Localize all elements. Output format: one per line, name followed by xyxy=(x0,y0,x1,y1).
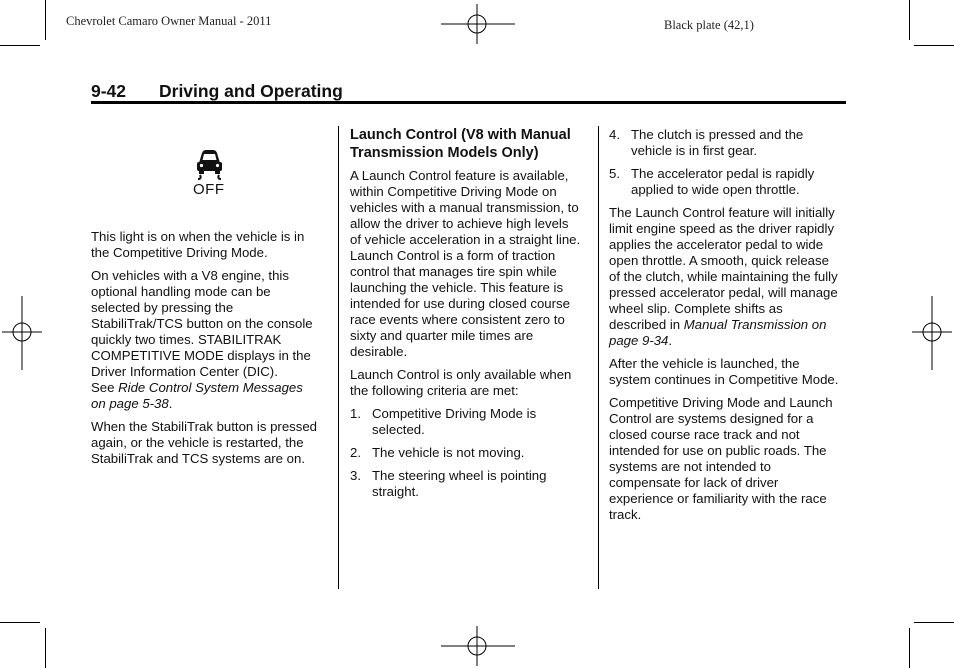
traction-control-off-icon xyxy=(190,148,228,180)
list-item: 3. The steering wheel is pointing straight. xyxy=(350,468,547,499)
crop-mark xyxy=(909,628,910,668)
paragraph: A Launch Control feature is available, within Competitive Driving Mode on vehicles with a manual transmission, to allow the driver to achieve high levels of vehicle acceleration in a straight line. Launch Control is a form of traction control that manages tire spin while launching the vehicle. This feature is intended for use during closed course race events where consistent zero to sixty and quarter mile times are desirable. xyxy=(350,168,581,359)
paragraph: When the StabiliTrak button is pressed again, or the vehicle is restarted, the StabiliTrak and TCS systems are on. xyxy=(91,419,318,466)
icon-off-label: OFF xyxy=(193,181,225,198)
paragraph: The Launch Control feature will initially limit engine speed as the driver rapidly applies the accelerator pedal to wide open throttle. A smooth, quick release of the clutch, while maintaining the fully pressed accelerator pedal, will manage wheel slip. Complete shifts as described in Manual Transmission on page 9-34. xyxy=(609,205,838,348)
section-heading xyxy=(91,81,343,102)
column-3 xyxy=(609,127,841,530)
list-item: 5. The accelerator pedal is rapidly applied to wide open throttle. xyxy=(609,166,815,197)
column-divider xyxy=(338,126,339,589)
manual-title: Chevrolet Camaro Owner Manual - 2011 xyxy=(66,14,272,28)
list-item: 1. Competitive Driving Mode is selected. xyxy=(350,406,537,437)
cross-reference[interactable]: Ride Control System Messages on page 5-38 xyxy=(91,380,303,411)
crop-mark xyxy=(45,0,46,40)
column-divider xyxy=(598,126,599,589)
paragraph: Launch Control is only available when the following criteria are met: xyxy=(350,367,572,398)
list-item: 4. The clutch is pressed and the vehicle is in first gear. xyxy=(609,127,804,158)
crop-mark xyxy=(0,45,40,46)
list-item: 2. The vehicle is not moving. xyxy=(350,445,525,460)
paragraph: After the vehicle is launched, the system continues in Competitive Mode. xyxy=(609,356,839,387)
crop-mark xyxy=(909,0,910,40)
registration-mark-bottom xyxy=(441,626,515,666)
plate-label: Black plate (42,1) xyxy=(664,18,754,32)
column-1 xyxy=(91,229,319,474)
paragraph: Competitive Driving Mode and Launch Control are systems designed for a closed course race track and not intended for use on public roads. The systems are not intended to compensate for lack of driver experience or familiarity with the race track. xyxy=(609,395,833,522)
heading-rule xyxy=(91,101,846,104)
crop-mark xyxy=(914,45,954,46)
section-title: Driving and Operating xyxy=(159,81,343,101)
subsection-heading: Launch Control (V8 with Manual Transmission Models Only) xyxy=(350,127,571,161)
page-number: 9-42 xyxy=(91,81,127,101)
paragraph: This light is on when the vehicle is in the Competitive Driving Mode. xyxy=(91,229,305,260)
registration-mark-left xyxy=(2,296,42,370)
crop-mark xyxy=(0,622,40,623)
paragraph: On vehicles with a V8 engine, this optional handling mode can be selected by pressing the StabiliTrak/TCS button on the console quickly two times. STABILITRAK COMPETITIVE MODE displays in the Driver Information Center (DIC). See Ride Control System Messages on page 5-38. xyxy=(91,268,313,411)
cross-reference[interactable]: Manual Transmission on page 9-34 xyxy=(609,317,827,348)
column-2 xyxy=(350,127,582,507)
registration-mark-right xyxy=(912,296,952,370)
crop-mark xyxy=(45,628,46,668)
registration-mark-top xyxy=(441,4,515,44)
crop-mark xyxy=(914,622,954,623)
